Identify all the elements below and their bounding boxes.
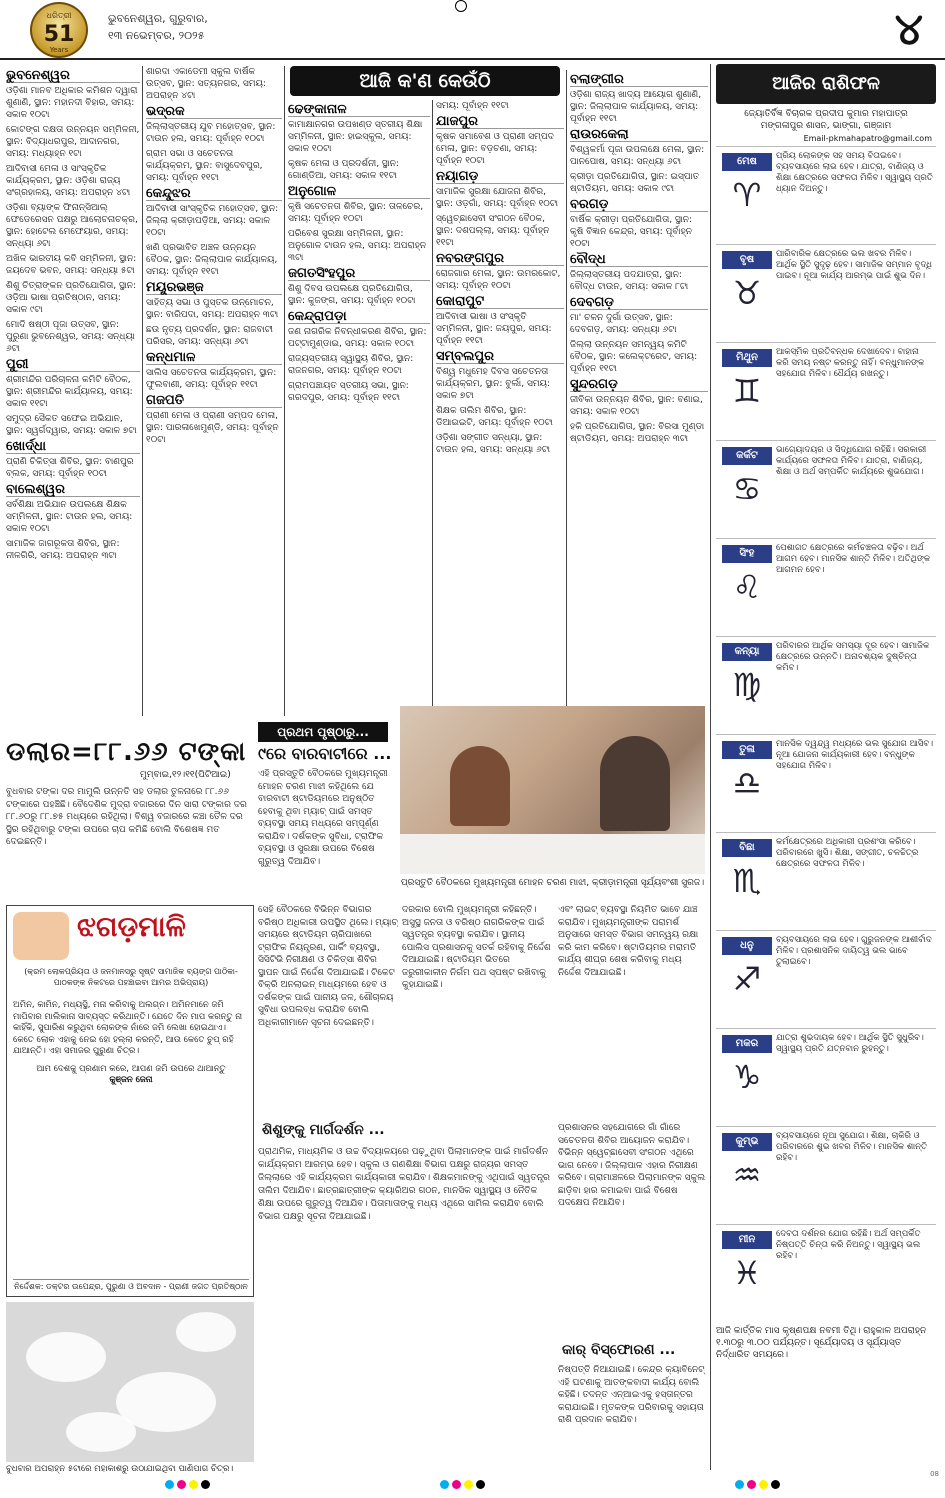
sign-prediction: ବ୍ୟବସାୟରେ ନୂଆ ସୁଯୋଗ। ଶିକ୍ଷା, ଚାକିରି ଓ ପରିବାରରେ ଶୁଭ ଖବର ମିଳିବ। ମାନସିକ ଶାନ୍ତି ରହିବ। <box>776 1131 928 1163</box>
stadium-news-headline: ୯ରେ ବାରବାଟୀରେ ... <box>258 744 392 763</box>
event-item: ଅଖିଳ ଭାରତୀୟ କବି ସମ୍ମିଳନୀ, ସ୍ଥାନ: ଜୟଦେବ ଭବନ, ସମୟ: ସନ୍ଧ୍ୟା ୫ଟା <box>6 254 137 276</box>
article-continuation-1: ସେହି ବୈଠକରେ ବିଭିନ୍ନ ବିଭାଗର ବରିଷ୍ଠ ଅଧିକାରୀ ଉପସ୍ଥିତ ଥିଲେ। ମ୍ୟାଚ୍ ସମୟରେ ଷ୍ଟାଡିୟମ ଚାରିପାଖରେ ଟ୍ରାଫିକ ନିୟନ୍ତ୍ରଣ, ପାର୍କିଂ ବ୍ୟବସ୍ଥା, ସିସିଟିଭି ନିରୀକ୍ଷଣ ଓ ଚିକିତ୍ସା ଶିବିର ସ୍ଥାପନ ପାଇଁ ନିର୍ଦ୍ଦେଶ ଦିଆଯାଇଛି। ଟିକେଟ ବିକ୍ରି ଅନଲାଇନ୍ ମାଧ୍ୟମରେ ହେବ ଓ ଦର୍ଶକଙ୍କ ପାଇଁ ପାନୀୟ ଜଳ, ଶୌଚାଳୟ ସୁବିଧା ଉପଲବ୍ଧ କରାଯିବ ବୋଲି ଅଧିକାରୀମାନେ ସୂଚନା ଦେଇଛନ୍ତି। <box>258 905 398 1028</box>
sign-name: କନ୍ୟା <box>722 643 772 661</box>
event-item: ରୋଜଗାର ମେଳା, ସ୍ଥାନ: ଉମରକୋଟ, ସମୟ: ପୂର୍ବାହ୍ନ ୧୦ଟା <box>436 269 561 291</box>
cartoon-credit: ନିର୍ଦ୍ଦେଶକ: ଡକ୍ଟର ଉପେନ୍ଦ୍ର, ପୁରୁଣା ଓ ଅବଦାନ - ପ୍ରାଣୀ ଜଗତ ପ୍ରତିଷ୍ଠାନ <box>13 1279 249 1292</box>
horoscope-section <box>716 64 936 1470</box>
city-heading: ଅନୁଗୋଳ <box>288 186 430 199</box>
event-item: ଓଡ଼ିଶା ବ୍ୟାଙ୍କ ଫିନାନ୍ସିଆଲ୍ ଫେଡେରେସନ ପକ୍ଷରୁ ଆଲୋଚନାଚକ୍ର, ସ୍ଥାନ: ହୋଟେଲ ମେଫେୟାର, ସମୟ: ସନ୍ଧ୍ୟା ୬ଟା <box>6 203 138 249</box>
events-column-3 <box>288 100 430 716</box>
event-item: କାମାକ୍ଷାନଗର ଉପଖଣ୍ଡ ସ୍ତରୀୟ ଶିକ୍ଷା ସମ୍ମିଳନୀ, ସ୍ଥାନ: ହାଇସ୍କୁଲ, ସମୟ: ସକାଳ ୧୦ଟା <box>288 120 423 154</box>
horoscope-sign <box>716 146 936 241</box>
dateline <box>108 10 208 44</box>
zodiac-icon: ♈ <box>732 176 762 214</box>
city-heading: କନ୍ଧମାଳ <box>146 352 282 365</box>
city-heading: ସୁନ୍ଦରଗଡ଼ <box>570 379 708 392</box>
zodiac-icon: ♑ <box>732 1058 762 1096</box>
event-item: ଜଣ ନାଗରିକ ନିବନ୍ଧୀକରଣ ଶିବିର, ସ୍ଥାନ: ପଟ୍ଟାମୁଣ୍ଡାଇ, ସମୟ: ସକାଳ ୧୦ଟା <box>288 327 427 349</box>
horoscope-title: ଆଜିର ରାଶିଫଳ <box>716 64 936 104</box>
cloud-shape <box>176 1312 236 1352</box>
event-item: ଛଉ ନୃତ୍ୟ ପ୍ରଦର୍ଶନ, ସ୍ଥାନ: ରାଜବାଟୀ ପରିସର, ସମୟ: ସନ୍ଧ୍ୟା ୬ଟା <box>146 325 273 347</box>
black-dot <box>771 1480 780 1489</box>
event-item: କୃଷି ସଚେତନତା ଶିବିର, ସ୍ଥାନ: ତାଳଚେର, ସମୟ: ପୂର୍ବାହ୍ନ ୧୦ଟା <box>288 202 424 224</box>
yellow-dot <box>189 1480 198 1489</box>
horoscope-sign <box>716 342 936 437</box>
sign-name: ମକର <box>722 1035 772 1053</box>
color-registration-marks <box>440 1480 485 1489</box>
events-section-title: ଆଜି କ'ଣ କେଉଁଠି <box>290 66 560 96</box>
event-item: ଜିଲ୍ଲା ଉନ୍ନୟନ ସମନ୍ୱୟ କମିଟି ବୈଠକ, ସ୍ଥାନ: କଲେକ୍ଟରେଟ, ସମୟ: ପୂର୍ବାହ୍ନ ୧୧ଟା <box>570 340 698 374</box>
event-item: ଗ୍ରାମ ସଭା ଓ ସଚେତନତା କାର୍ଯ୍ୟକ୍ରମ, ସ୍ଥାନ: ବାସୁଦେବପୁର, ସମୟ: ପୂର୍ବାହ୍ନ ୧୧ଟା <box>146 149 263 183</box>
sign-prediction: ପ୍ରିୟ ଲୋକଙ୍କ ସହ ସମୟ ବିତାଇବେ। ବ୍ୟବସାୟରେ ଲାଭ ହେବ। ଯାତ୍ରା, ବାଣିଜ୍ୟ ଓ ଶିକ୍ଷା କ୍ଷେତ୍ରରେ ସଫଳତା ମିଳିବ। ସ୍ୱାସ୍ଥ୍ୟ ପ୍ରତି ଧ୍ୟାନ ଦିଅନ୍ତୁ। <box>776 151 933 194</box>
event-item: ମୋଦି ଷଷ୍ଠୀ ପୂଜା ଉତ୍ସବ, ସ୍ଥାନ: ପୁରୁଣା ଭୁବନେଶ୍ୱର, ସମୟ: ସନ୍ଧ୍ୟା ୬ଟା <box>6 320 135 354</box>
city-heading: ଜଗତସିଂହପୁର <box>288 268 430 281</box>
black-dot <box>201 1480 210 1489</box>
event-item: ସାମାଜିକ ଜାଗରୂକତା ଶିବିର, ସ୍ଥାନ: ନୀଳଗିରି, ସମୟ: ଅପରାହ୍ନ ୩ଟା <box>6 539 120 561</box>
event-item: କୃଷକ ସମାବେଶ ଓ ପ୍ରାଣୀ ସମ୍ପଦ ମେଳା, ସ୍ଥାନ: ବଡ଼ଚଣା, ସମୟ: ପୂର୍ବାହ୍ନ ୧୦ଟା <box>436 132 554 166</box>
sign-prediction: ବ୍ୟବସାୟରେ ଲାଭ ହେବ। ଗୁରୁଜନଙ୍କ ଆଶୀର୍ବାଦ ମିଳିବ। ପ୍ରଶାସନିକ ଦାୟିତ୍ୱ ଭଲ ଭାବେ ତୁଲାଇବେ। <box>776 935 932 967</box>
masthead <box>0 0 945 60</box>
cyan-dot <box>735 1480 744 1489</box>
black-dot <box>476 1480 485 1489</box>
registration-mark-icon <box>455 0 467 12</box>
city-heading: କେନ୍ଦୁଝର <box>146 188 282 201</box>
sign-prediction: ଯାତ୍ରା ଶୁଭଦାୟକ ହେବ। ଆର୍ଥିକ ସ୍ଥିତି ସୁଧୁରିବ। ସ୍ୱାସ୍ଥ୍ୟ ପ୍ରତି ଯତ୍ନବାନ ରୁହନ୍ତୁ। <box>776 1033 924 1054</box>
cartoon-subtitle: (କ୍ରମ ଲୋକପ୍ରିୟତା ଓ ଜନମାନସରୁ ସୃଷ୍ଟ ସାମାଜିକ ବ୍ୟଙ୍ଗ ପାଠିକା-ପାଠକଙ୍କ ନିକଟରେ ପହଞ୍ଚାଇବା ଆମର ଅଭିପ୍ରାୟ) <box>24 967 238 987</box>
event-item: ରାଜ୍ୟସ୍ତରୀୟ ସ୍ୱାସ୍ଥ୍ୟ ଶିବିର, ସ୍ଥାନ: ରାଜନଗର, ସମୟ: ପୂର୍ବାହ୍ନ ୧୦ଟା <box>288 354 414 376</box>
zodiac-icon: ♐ <box>732 960 762 998</box>
event-item: ଗ୍ରାମପଞ୍ଚାୟତ ସ୍ତରୀୟ ସଭା, ସ୍ଥାନ: ଗରଦପୁର, ସମୟ: ପୂର୍ବାହ୍ନ ୧୧ଟା <box>288 381 409 403</box>
horoscope-email: Email-pkmahapatro@gmail.com <box>803 134 932 143</box>
city-heading: ରାଉରକେଲା <box>570 129 708 142</box>
sign-prediction: ଭାଗ୍ୟୋଦୟର ଓ ସିଦ୍ଧିଯୋଗ ରହିଛି। ସରକାରୀ କାର୍ଯ୍ୟରେ ସଫଳତା ମିଳିବ। ଯାତ୍ରା, ବାଣିଜ୍ୟ, ଶିକ୍ଷା ଓ ଅର୍ଥ ସମ୍ପର୍କିତ କାର୍ଯ୍ୟରେ ଶୁଭଯୋଗ। <box>776 445 927 477</box>
event-item: ଜିଲ୍ଲାସ୍ତରୀୟ ଯୁବ ମହୋତ୍ସବ, ସ୍ଥାନ: ଟାଉନ ହଲ, ସମୟ: ପୂର୍ବାହ୍ନ ୧୦ଟା <box>146 122 276 144</box>
city-heading: ଢେଙ୍କାନାଳ <box>288 104 430 117</box>
event-item: ଆଦିବାସୀ ମେଳା ଓ ସାଂସ୍କୃତିକ କାର୍ଯ୍ୟକ୍ରମ, ସ୍ଥାନ: ଓଡ଼ିଶା ରାଜ୍ୟ ସଂଗ୍ରହାଳୟ, ସମୟ: ଅପରାହ୍ନ ୪ଟା <box>6 164 131 198</box>
event-item: କୃଷକ ମେଳା ଓ ପ୍ରଦର୍ଶନୀ, ସ୍ଥାନ: ଗୋଣ୍ଡିଆ, ସମୟ: ସକାଳ ୧୧ଟା <box>288 159 399 181</box>
photo-desk <box>400 834 705 874</box>
city-heading: ଖୋର୍ଦ୍ଧା <box>6 441 140 454</box>
event-item: ଜିଲ୍ଲାସ୍ତରୀୟ ପଦଯାତ୍ରା, ସ୍ଥାନ: ବୌଦ୍ଧ ଟାଉନ, ସମୟ: ସକାଳ ୮ଟା <box>570 270 689 292</box>
satellite-caption: ବୁଧବାର ଅପରାହ୍ନ ୫ଟାରେ ମହାକାଶରୁ ଉଠାଯାଇଥିବା ପାଣିପାଗ ଚିତ୍ର। <box>6 1464 234 1474</box>
sign-name: ମିଥୁନ <box>722 349 772 367</box>
child-guidance-heading: ଶିଶୁଙ୍କୁ ମାର୍ଗଦର୍ଶନ ... <box>262 1122 385 1138</box>
city-heading: ଭୁବନେଶ୍ୱର <box>6 70 140 83</box>
emblem-sub-text: Years <box>49 46 69 54</box>
column-divider <box>284 66 285 716</box>
yellow-dot <box>464 1480 473 1489</box>
event-item: ବିଶ୍ୱ ମଧୁମେହ ଦିବସ ସଚେତନତା କାର୍ଯ୍ୟକ୍ରମ, ସ୍ଥାନ: ବୁର୍ଲା, ସମୟ: ସକାଳ ୭ଟା <box>436 367 551 401</box>
horoscope-author-place: ମଙ୍ଗଳାପୁର ଶାସନ, ଭାଙ୍ଗା, ଗଞ୍ଜାମ <box>760 121 892 131</box>
column-divider <box>710 64 711 1470</box>
cartoon-author: କୁଞ୍ଜନ ଜେନା <box>109 1075 153 1085</box>
zodiac-icon: ♒ <box>732 1156 762 1194</box>
cartoon-sign-off: ଆମ ଦେଶକୁ ପ୍ରଣାମ କରେ, ଆପଣ ଜମି ଉପରେ ଥାଆନ୍ତୁ <box>36 1063 226 1074</box>
column-divider <box>432 100 433 716</box>
city-heading: ଯାଜପୁର <box>436 116 564 129</box>
horoscope-signs <box>716 146 936 1319</box>
city-heading: ବାଲେଶ୍ୱର <box>6 484 140 497</box>
page-code: 08 <box>930 1470 939 1478</box>
cloud-shape <box>66 1412 136 1452</box>
sign-prediction: ମାନସିକ ଦ୍ୱନ୍ଦ୍ୱ ମଧ୍ୟରେ ଭଲ ସୁଯୋଗ ଆସିବ। ନୂଆ ଯୋଜନା କାର୍ଯ୍ୟକାରୀ ହେବ। ବନ୍ଧୁଙ୍କ ସହଯୋଗ ମିଳିବ। <box>776 739 934 771</box>
sign-name: କର୍କଟ <box>722 447 772 465</box>
event-item: ହକି ପ୍ରତିଯୋଗିତା, ସ୍ଥାନ: ବିରସା ମୁଣ୍ଡା ଷ୍ଟାଡିୟମ, ସମୟ: ଅପରାହ୍ନ ୩ଟା <box>570 422 705 444</box>
city-heading: ବରଗଡ଼ <box>570 199 708 212</box>
horoscope-footer: ଆଜି କାର୍ତ୍ତିକ ମାସ କୃଷ୍ଣପକ୍ଷ ନବମୀ ତିଥି। ରାହୁକାଳ ଅପରାହ୍ନ ୧.୩୦ରୁ ୩.୦୦ ପର୍ଯ୍ୟନ୍ତ। ସୂର୍ଯ୍ୟୋଦୟ ଓ ସୂର୍ଯ୍ୟାସ୍ତ ନିର୍ଦ୍ଧାରିତ ସମୟରେ। <box>716 1326 927 1360</box>
event-item: ବାର୍ଷିକ କ୍ରୀଡ଼ା ପ୍ରତିଯୋଗିତା, ସ୍ଥାନ: କୃଷି ବିଜ୍ଞାନ କେନ୍ଦ୍ର, ସମୟ: ପୂର୍ବାହ୍ନ ୧୦ଟା <box>570 215 692 249</box>
city-heading: ପୁରୀ <box>6 359 140 372</box>
event-item: ସାହିତ୍ୟ ସଭା ଓ ପୁସ୍ତକ ଉନ୍ମୋଚନ, ସ୍ଥାନ: ବାରିପଦା, ସମୟ: ଅପରାହ୍ନ ୩ଟା <box>146 298 279 320</box>
sign-name: ସିଂହ <box>722 545 772 563</box>
event-item: ପରିବେଶ ସୁରକ୍ଷା ସମ୍ମିଳନୀ, ସ୍ଥାନ: ଅନୁଗୋଳ ଟାଉନ ହଲ, ସମୟ: ଅପରାହ୍ନ ୩ଟା <box>288 229 427 263</box>
event-item: ସମୁଦ୍ର ସୈକତ ସଫେଇ ଅଭିଯାନ, ସ୍ଥାନ: ସ୍ୱର୍ଗଦ୍ୱାର, ସମୟ: ସକାଳ ୭ଟା <box>6 414 137 436</box>
color-registration-marks <box>735 1480 780 1489</box>
dollar-dateline: ମୁମ୍ବାଇ,୧୨।୧୧(ପିଟିଆଇ) <box>140 770 231 780</box>
events-column-2 <box>146 66 282 716</box>
event-item: ସ୍ୱେଚ୍ଛାସେବୀ ସଂଗଠନ ବୈଠକ, ସ୍ଥାନ: ଦଶପଲ୍ଲା, ସମୟ: ପୂର୍ବାହ୍ନ ୧୧ଟା <box>436 214 550 248</box>
horoscope-sign <box>716 734 936 829</box>
horoscope-author: ଜ୍ୟୋତିର୍ବିଜ୍ଞ ବିଚାରକ ପ୍ରଦୀପ କୁମାର ମହାପାତ୍ର <box>744 109 908 119</box>
event-item: ଶିଶୁ ଚିତ୍ରାଙ୍କନ ପ୍ରତିଯୋଗିତା, ସ୍ଥାନ: ଓଡ଼ିଆ ଭାଷା ପ୍ରତିଷ୍ଠାନ, ସମୟ: ସକାଳ ୯ଟା <box>6 281 137 315</box>
car-blast-heading: କାର୍ ବିସ୍ଫୋରଣ ... <box>562 1342 676 1358</box>
sign-name: ମୀନ <box>722 1231 772 1249</box>
front-page-continued-tag: ପ୍ରଥମ ପୃଷ୍ଠାରୁ... <box>258 722 388 742</box>
event-item: ଖଣି ପ୍ରଭାବିତ ଅଞ୍ଚଳ ଉନ୍ନୟନ ବୈଠକ, ସ୍ଥାନ: ଜିଲ୍ଲାପାଳ କାର୍ଯ୍ୟାଳୟ, ସମୟ: ପୂର୍ବାହ୍ନ ୧୧ଟା <box>146 243 278 277</box>
event-item: ସାଲିସ ସଚେତନତା କାର୍ଯ୍ୟକ୍ରମ, ସ୍ଥାନ: ଫୁଲବାଣୀ, ସମୟ: ପୂର୍ବାହ୍ନ ୧୧ଟା <box>146 368 277 390</box>
horoscope-sign <box>716 440 936 535</box>
sign-prediction: ପରିବାରର ଆର୍ଥିକ ସମସ୍ୟା ଦୂର ହେବ। ସାମାଜିକ କ୍ଷେତ୍ରରେ ଉନ୍ନତି। ଅନାବଶ୍ୟକ ଦୁଷ୍ଚିନ୍ତା କମିବ। <box>776 641 930 673</box>
zodiac-icon: ♓ <box>732 1254 762 1292</box>
city-heading: ସମ୍ବଲପୁର <box>436 351 564 364</box>
event-item: କୋଟଙ୍ଗ ଦକ୍ଷତା ଉନ୍ନୟନ ସମ୍ମିଳନୀ, ସ୍ଥାନ: ବିଦ୍ୟାଧରପୁର, ଆଦାନଗର, ସମୟ: ମଧ୍ୟାହ୍ନ ୧ଟା <box>6 125 140 159</box>
article-continuation-4: ପ୍ରଶାସନର ସହଯୋଗରେ ଗାଁ ଗାଁରେ ସଚେତନତା ଶିବିର ଆୟୋଜନ କରାଯିବ। ବିଭିନ୍ନ ସ୍ୱେଚ୍ଛାସେବୀ ସଂଗଠନ ଏଥିରେ ଭାଗ ନେବେ। ଜିଲ୍ଲାପାଳ ଏହାର ନିରୀକ୍ଷଣ କରିବେ। ଗ୍ରାମାଞ୍ଚଳରେ ପିଲାମାନଙ୍କ ସ୍କୁଲ ଛାଡ଼ିବା ହାର କମାଇବା ପାଇଁ ବିଶେଷ ପଦକ୍ଷେପ ନିଆଯିବ। <box>558 1123 706 1208</box>
horoscope-sign <box>716 1028 936 1123</box>
satellite-weather-image <box>6 1302 254 1462</box>
event-item: ଶାରଦା ଏକାଡେମୀ ସ୍କୁଲ ବାର୍ଷିକ ଉତ୍ସବ, ସ୍ଥାନ: ସତ୍ୟନଗର, ସମୟ: ଅପରାହ୍ନ ୪ଟା <box>146 67 266 101</box>
photo-person-left <box>450 746 510 826</box>
photo-caption: ପ୍ରସ୍ତୁତି ବୈଠକରେ ମୁଖ୍ୟମନ୍ତ୍ରୀ ମୋହନ ଚରଣ ମାଝୀ, କ୍ରୀଡ଼ାମନ୍ତ୍ରୀ ସୂର୍ଯ୍ୟବଂଶୀ ସୁରଜ। <box>400 878 705 888</box>
photo-person-right <box>600 736 670 831</box>
dateline-date: ୧୩ ନଭେମ୍ବର, ୨୦୨୫ <box>108 29 205 42</box>
sign-name: ବୃଷ <box>722 251 772 269</box>
events-column-5 <box>570 70 708 700</box>
horoscope-sign <box>716 244 936 339</box>
sign-prediction: ପାରିବାରିକ କ୍ଷେତ୍ରରେ ଭଲ ଖବର ମିଳିବ। ଆର୍ଥିକ ସ୍ଥିତି ସୁଦୃଢ଼ ହେବ। ସାମାଜିକ ସମ୍ମାନ ବୃଦ୍ଧି ପାଇବ। ନୂଆ କାର୍ଯ୍ୟ ଆରମ୍ଭ ପାଇଁ ଶୁଭ ଦିନ। <box>776 249 933 281</box>
event-item: ଜୀବିକା ଉନ୍ନୟନ ଶିବିର, ସ୍ଥାନ: ବଣାଇ, ସମୟ: ସକାଳ ୧୦ଟା <box>570 395 703 417</box>
article-continuation-3: ଏବଂ ଲାଇଟ୍ ବ୍ୟବସ୍ଥା ନିୟମିତ ଭାବେ ଯାଞ୍ଚ କରାଯିବ। ମୁଖ୍ୟମନ୍ତ୍ରୀଙ୍କ ପରାମର୍ଶ ଅନୁସାରେ ସମସ୍ତ ବିଭାଗ ସମନ୍ୱୟ ରକ୍ଷା କରି କାମ କରିବେ। ଷ୍ଟାଡିୟମର ମରାମତି କାର୍ଯ୍ୟ ଶୀଘ୍ର ଶେଷ କରିବାକୁ ମଧ୍ୟ ନିର୍ଦ୍ଦେଶ ଦିଆଯାଇଛି। <box>558 905 699 978</box>
column-divider <box>566 70 567 716</box>
cartoon-body-text: ଅମିନ, କାମିନ, ମଧ୍ୟସ୍ଥି, ମନା କରିବାକୁ ଅଲଗ୍ନ। ଅମିନମାନେ ଜମି ମାପିବାର ମାଲିକାନା ସାବ୍ୟସ୍ତ କରିଥାନ୍ତି। ଯେତେ ଦିନ ମାପ କରନ୍ତୁ ନା କାହିଁକି, ସୁପାରିଶ କରୁଥିବା ଲୋକଙ୍କ ନାଁରେ ଜମି ଲେଖା ହୋଇଥାଏ। କେତେ ଲୋକ ଏହାକୁ ନେଇ ହୋ ହଲ୍ଲା କରନ୍ତି, ଆଉ କେତେ ଚୁପ୍ ରହି ଯାଆନ୍ତି। ଏହା ସମାଜର ପୁରୁଣା ଚିତ୍ର। <box>13 1000 243 1056</box>
zodiac-icon: ♋ <box>732 470 762 508</box>
yellow-dot <box>759 1480 768 1489</box>
sign-name: ମେଷ <box>722 153 772 171</box>
event-item: ବିଶ୍ୱକର୍ମା ପୂଜା ଉପଲକ୍ଷେ ମେଳା, ସ୍ଥାନ: ପାନପୋଷ, ସମୟ: ସନ୍ଧ୍ୟା ୬ଟା <box>570 145 705 167</box>
car-blast-body: ନିଷ୍ପତ୍ତି ନିଆଯାଇଛି। କେନ୍ଦ୍ର କ୍ୟାବିନେଟ୍ ଏହି ଘଟଣାକୁ ଆତଙ୍କବାଦୀ କାର୍ଯ୍ୟ ବୋଲି କହିଛି। ତଦନ୍ତ ଏନ୍‌ଆଇଏକୁ ହସ୍ତାନ୍ତର କରାଯାଇଛି। ମୃତକଙ୍କ ପରିବାରକୁ ସହାୟତା ରାଶି ପ୍ରଦାନ କରାଯିବ। <box>558 1365 705 1425</box>
events-column-1 <box>6 66 140 716</box>
zodiac-icon: ♏ <box>732 862 762 900</box>
city-heading: ନବରଙ୍ଗପୁର <box>436 253 564 266</box>
horoscope-sign <box>716 832 936 927</box>
dollar-rate-headline: ଡଲାର=୮୮.୬୬ ଟଙ୍କା <box>6 737 247 767</box>
cyan-dot <box>165 1480 174 1489</box>
horoscope-sign <box>716 930 936 1025</box>
cartoon-column <box>6 905 254 1297</box>
cartoon-faces-icon <box>13 912 69 960</box>
sign-prediction: କର୍ମକ୍ଷେତ୍ରରେ ଅଧିକାରୀ ପ୍ରଶଂସା କରିବେ। ପରିବାରରେ ଖୁସି। ଶିକ୍ଷା, ସଙ୍ଗୀତ, ଚଳଚ୍ଚିତ୍ର କ୍ଷେତ୍ରରେ ସଫଳତା ମିଳିବ। <box>776 837 919 869</box>
city-heading: ବୌଦ୍ଧ <box>570 254 708 267</box>
event-item: ସର୍ବଶିକ୍ଷା ଅଭିଯାନ ଉପଲକ୍ଷେ ଶିକ୍ଷକ ସମ୍ମିଳନୀ, ସ୍ଥାନ: ଟାଉନ ହଲ, ସମୟ: ସକାଳ ୧୦ଟା <box>6 500 133 534</box>
event-item: କ୍ରୀଡ଼ା ପ୍ରତିଯୋଗିତା, ସ୍ଥାନ: ଇସ୍ପାତ ଷ୍ଟାଡିୟମ, ସମୟ: ସକାଳ ୯ଟା <box>570 172 700 194</box>
event-item: ଓଡ଼ିଶା ମାନବ ଅଧିକାର କମିଶନ ଦ୍ୱାରା ଶୁଣାଣି, ସ୍ଥାନ: ମହାନଦୀ ବିହାର, ସମୟ: ସକାଳ ୧୦ଟା <box>6 86 138 120</box>
event-item: ସମୟ: ପୂର୍ବାହ୍ନ ୧୧ଟା <box>436 101 509 111</box>
sign-prediction: ଆକସ୍ମିକ ପ୍ରତିବନ୍ଧକ ଦେଖାଦେବ। ବାହାନା କରି ସମୟ ନଷ୍ଟ କରନ୍ତୁ ନାହିଁ। ବନ୍ଧୁମାନଙ୍କ ସହଯୋଗ ମିଳିବ। ଧୈର୍ଯ୍ୟ ରଖନ୍ତୁ। <box>776 347 925 379</box>
events-column-4 <box>436 100 564 716</box>
horoscope-sign <box>716 538 936 633</box>
cartoon-body <box>13 1000 249 1087</box>
city-heading: କେନ୍ଦ୍ରାପଡ଼ା <box>288 311 430 324</box>
city-heading: ବଲାଙ୍ଗୀର <box>570 74 708 87</box>
event-item: ଶିକ୍ଷକ ତାଲିମ ଶିବିର, ସ୍ଥାନ: ଡିଆଇଇଟି, ସମୟ: ପୂର୍ବାହ୍ନ ୧୦ଟା <box>436 406 553 428</box>
horoscope-sign <box>716 1224 936 1319</box>
sign-name: ତୁଳା <box>722 741 772 759</box>
city-heading: ଦେବଗଡ଼ <box>570 297 708 310</box>
sign-prediction: ଦେବତା ଦର୍ଶନର ଯୋଗ ରହିଛି। ଅର୍ଥ ସମ୍ପର୍କିତ ନିଷ୍ପତ୍ତି ଚିନ୍ତା କରି ନିଅନ୍ତୁ। ସ୍ୱାସ୍ଥ୍ୟ ଭଲ ରହିବ। <box>776 1229 921 1261</box>
event-item: ଶିଶୁ ଦିବସ ଉପଲକ୍ଷେ ପ୍ରତିଯୋଗିତା, ସ୍ଥାନ: କୁଜଙ୍ଗ, ସମୟ: ପୂର୍ବାହ୍ନ ୧୦ଟା <box>288 284 416 306</box>
meeting-photo <box>400 706 705 874</box>
event-item: ଆଦିବାସୀ ଭାଷା ଓ ସଂସ୍କୃତି ସମ୍ମିଳନୀ, ସ୍ଥାନ: ଜୟପୁର, ସମୟ: ପୂର୍ବାହ୍ନ ୧୧ଟା <box>436 312 552 346</box>
cloud-shape <box>26 1332 106 1382</box>
zodiac-icon: ♌ <box>732 568 762 606</box>
magenta-dot <box>747 1480 756 1489</box>
event-item: ମା' ଚଳନ ଦୁର୍ଗା ଉତ୍ସବ, ସ୍ଥାନ: ଦେବଗଡ଼, ସମୟ: ସନ୍ଧ୍ୟା ୬ଟା <box>570 313 677 335</box>
horoscope-sign <box>716 1126 936 1221</box>
event-item: ସାମାଜିକ ସୁରକ୍ଷା ଯୋଜନା ଶିବିର, ସ୍ଥାନ: ଓଡ଼ଗାଁ, ସମୟ: ପୂର୍ବାହ୍ନ ୧୦ଟା <box>436 187 559 209</box>
emblem-top-text: ଧରିତ୍ରୀ <box>46 11 72 20</box>
horoscope-sign <box>716 636 936 731</box>
city-heading: ଗଜପତି <box>146 395 282 408</box>
zodiac-icon: ♎ <box>732 764 762 802</box>
color-registration-marks <box>165 1480 210 1489</box>
dollar-body: ବୁଧବାର ଟଙ୍କା ଦର ମାମୁଲି ଉନ୍ନତି ସହ ଡଲାର ତୁଳନାରେ ୮୮.୬୬ ଟଙ୍କାରେ ପହଞ୍ଚିଛି। ବୈଦେଶିକ ମୁଦ୍ରା ବଜାରରେ ଦିନ ସାରା ଟଙ୍କାର ଦର ୮୮.୬୦ରୁ ୮୮.୭୫ ମଧ୍ୟରେ ରହିଥିଲା। ବିଶ୍ୱ ବଜାରରେ କଞ୍ଚା ତୈଳ ଦର ସ୍ଥିର ରହିଥିବାରୁ ଟଙ୍କା ଉପରେ ଚାପ କମିଛି ବୋଲି ବିଶେଷଜ୍ଞ ମତ ଦେଇଛନ୍ତି। <box>6 787 247 847</box>
zodiac-icon: ♊ <box>732 372 762 410</box>
emblem-number: 51 <box>43 22 75 47</box>
page-number: ୪ <box>894 4 923 55</box>
city-heading: ଭଦ୍ରକ <box>146 106 282 119</box>
magenta-dot <box>452 1480 461 1489</box>
magenta-dot <box>177 1480 186 1489</box>
article-continuation-2: ଦରକାର ବୋଲି ମୁଖ୍ୟମନ୍ତ୍ରୀ କହିଛନ୍ତି। ଅସୁସ୍ଥ ଜନତା ଓ ବରିଷ୍ଠ ନାଗରିକଙ୍କ ପାଇଁ ସ୍ୱତନ୍ତ୍ର ବ୍ୟବସ୍ଥା କରାଯିବ। ସ୍ଥାନୀୟ ପୋଲିସ ପ୍ରଶାସନକୁ ସତର୍କ ରହିବାକୁ ନିର୍ଦ୍ଦେଶ ଦିଆଯାଇଛି। ଷ୍ଟାଡିୟମ ଭିତରେ ଜରୁରୀକାଳୀନ ନିର୍ଗମ ପଥ ସ୍ପଷ୍ଟ ରଖିବାକୁ କୁହାଯାଇଛି। <box>402 905 551 990</box>
event-item: ଆଦିବାସୀ ସାଂସ୍କୃତିକ ମହୋତ୍ସବ, ସ୍ଥାନ: ଜିଲ୍ଲା କ୍ରୀଡ଼ାପଡ଼ିଆ, ସମୟ: ସକାଳ ୧୦ଟା <box>146 204 279 238</box>
city-heading: ନୟାଗଡ଼ <box>436 171 564 184</box>
event-item: ପ୍ରାଣୀ ମେଳା ଓ ପ୍ରାଣୀ ସମ୍ପଦ ମେଳା, ସ୍ଥାନ: ପାରଳାଖେମୁଣ୍ଡି, ସମୟ: ପୂର୍ବାହ୍ନ ୧୦ଟା <box>146 411 279 445</box>
city-heading: ମୟୂରଭଞ୍ଜ <box>146 282 282 295</box>
city-heading: କୋରାପୁଟ <box>436 296 564 309</box>
cyan-dot <box>440 1480 449 1489</box>
event-item: ଓଡ଼ିଶା ସଙ୍ଗୀତ ସନ୍ଧ୍ୟା, ସ୍ଥାନ: ଟାଉନ ହଲ, ସମୟ: ସନ୍ଧ୍ୟା ୬ଟା <box>436 433 551 455</box>
sign-name: ଧନୁ <box>722 937 772 955</box>
child-guidance-body: ପ୍ରାଥମିକ, ମାଧ୍ୟମିକ ଓ ଉଚ୍ଚ ବିଦ୍ୟାଳୟରେ ପଢ଼ୁଥିବା ପିଲାମାନଙ୍କ ପାଇଁ ମାର୍ଗଦର୍ଶନ କାର୍ଯ୍ୟକ୍ରମ ଆରମ୍ଭ ହେବ। ସ୍କୁଲ ଓ ଗଣଶିକ୍ଷା ବିଭାଗ ପକ୍ଷରୁ ରାଜ୍ୟର ସମସ୍ତ ଜିଲ୍ଲାରେ ଏହି କାର୍ଯ୍ୟକ୍ରମ କାର୍ଯ୍ୟକାରୀ କରାଯିବ। ଶିକ୍ଷକମାନଙ୍କୁ ଏଥିପାଇଁ ସ୍ୱତନ୍ତ୍ର ତାଲିମ ଦିଆଯିବ। ଛାତ୍ରଛାତ୍ରୀଙ୍କ କ୍ୟାରିଅର ଗଠନ, ମାନସିକ ସ୍ୱାସ୍ଥ୍ୟ ଓ ନୈତିକ ଶିକ୍ଷା ଉପରେ ଗୁରୁତ୍ୱ ଦିଆଯିବ। ପିତାମାତାଙ୍କୁ ମଧ୍ୟ ଏଥିରେ ସାମିଲ କରାଯିବ ବୋଲି ବିଭାଗ ପକ୍ଷରୁ ସୂଚନା ଦିଆଯାଇଛି। <box>258 1147 550 1222</box>
stadium-news-body: ଏହି ପ୍ରସ୍ତୁତି ବୈଠକରେ ମୁଖ୍ୟମନ୍ତ୍ରୀ ମୋହନ ଚରଣ ମାଝୀ କହିଥିଲେ ଯେ ବାରବାଟୀ ଷ୍ଟାଡିୟମରେ ଅନୁଷ୍ଠିତ ହେବାକୁ ଥିବା ମ୍ୟାଚ୍ ପାଇଁ ସମସ୍ତ ବ୍ୟବସ୍ଥା ସମୟ ମଧ୍ୟରେ ସମ୍ପୂର୍ଣ୍ଣ କରାଯିବ। ଦର୍ଶକଙ୍କ ସୁବିଧା, ଟ୍ରାଫିକ ବ୍ୟବସ୍ଥା ଓ ସୁରକ୍ଷା ଉପରେ ବିଶେଷ ଗୁରୁତ୍ୱ ଦିଆଯିବ। <box>258 769 388 867</box>
anniversary-emblem <box>30 2 88 58</box>
event-item: ପ୍ରାଣି ଚିକିତ୍ସା ଶିବିର, ସ୍ଥାନ: ବାଣପୁର ବ୍ଲକ, ସମୟ: ପୂର୍ବାହ୍ନ ୧୦ଟା <box>6 457 134 479</box>
dateline-place: ଭୁବନେଶ୍ୱର, ଗୁରୁବାର, <box>108 12 208 25</box>
column-divider <box>142 66 143 716</box>
event-item: ଶ୍ରୀମନ୍ଦିର ପରିଚାଳନା କମିଟି ବୈଠକ, ସ୍ଥାନ: ଶ୍ରୀମନ୍ଦିର କାର୍ଯ୍ୟାଳୟ, ସମୟ: ସକାଳ ୧୧ଟା <box>6 375 133 409</box>
cartoon-title: ଝଗଡ଼ମାଳି <box>77 910 186 943</box>
zodiac-icon: ♉ <box>732 274 762 312</box>
sign-name: କୁମ୍ଭ <box>722 1133 772 1151</box>
sign-prediction: ପେଶାଗତ କ୍ଷେତ୍ରରେ କର୍ମଚଞ୍ଚଳତା ବଢ଼ିବ। ଅର୍ଥ ଆଗମ ହେବ। ମାନସିକ ଶାନ୍ତି ମିଳିବ। ଅତିଥିଙ୍କ ଆଗମନ ହେବ। <box>776 543 931 575</box>
sign-name: ବିଛା <box>722 839 772 857</box>
event-item: ଓଡ଼ିଶା ରାଜ୍ୟ ଖାଦ୍ୟ ଆୟୋଗ ଶୁଣାଣି, ସ୍ଥାନ: ଜିଲ୍ଲାପାଳ କାର୍ଯ୍ୟାଳୟ, ସମୟ: ପୂର୍ବାହ୍ନ ୧୧ଟା <box>570 90 702 124</box>
zodiac-icon: ♍ <box>732 666 762 704</box>
